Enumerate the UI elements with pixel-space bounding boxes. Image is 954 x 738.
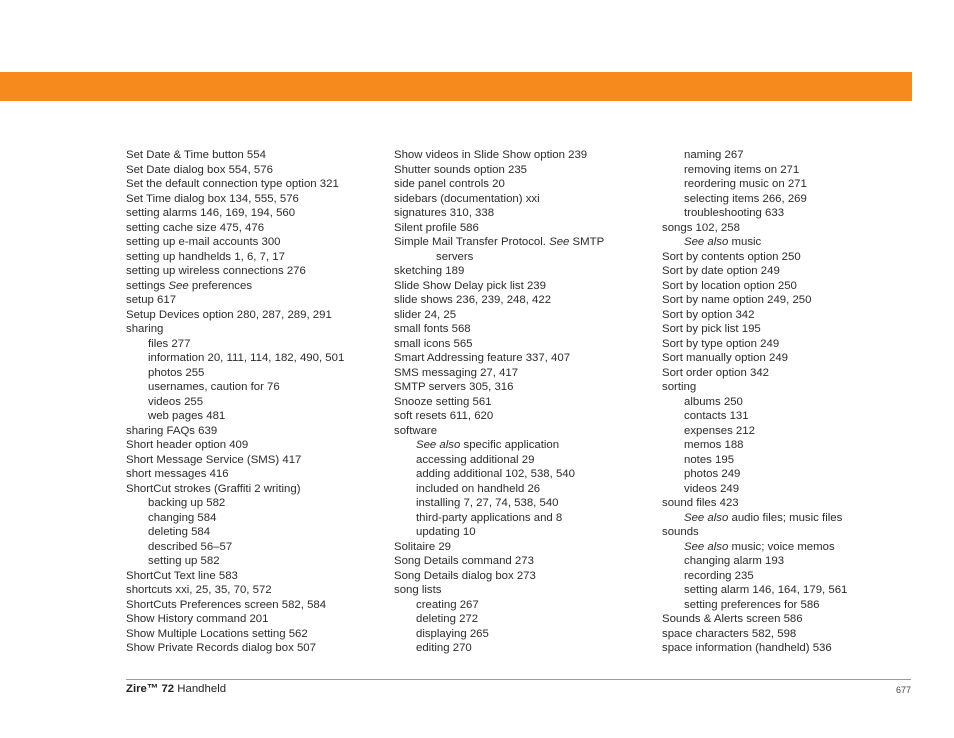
entry-text: videos 255	[148, 395, 204, 408]
entry-text: audio files; music files	[728, 511, 843, 524]
index-entry	[126, 322, 388, 337]
entry-text: sharing	[126, 323, 164, 335]
entry-text: songs 102, 258	[662, 221, 740, 234]
page-number: 677	[895, 685, 911, 695]
product-suffix: Handheld	[174, 683, 227, 695]
entry-text: described 56–57	[148, 540, 233, 553]
see-reference: See	[168, 279, 189, 292]
index-entry	[126, 337, 388, 352]
entry-text: specific application	[460, 439, 560, 451]
index-entry	[126, 366, 388, 381]
index-entry	[394, 641, 656, 656]
entry-text: setting up wireless connections 276	[126, 265, 306, 277]
index-entry	[662, 424, 924, 439]
index-entry	[394, 264, 656, 279]
index-entry	[394, 409, 656, 424]
entry-text: Solitaire 29	[394, 540, 451, 553]
entry-text: servers	[436, 250, 474, 263]
index-entry	[394, 583, 656, 598]
entry-text: setting alarms 146, 169, 194, 560	[126, 207, 296, 219]
index-entry	[394, 496, 656, 511]
index-entry	[126, 177, 388, 192]
index-entry	[662, 293, 924, 308]
index-entry	[662, 612, 924, 627]
entry-text: backing up 582	[148, 497, 226, 509]
index-entry	[662, 409, 924, 424]
index-entry	[126, 482, 388, 497]
entry-text: removing items on 271	[684, 163, 800, 176]
index-entry	[394, 395, 656, 410]
entry-text: Short Message Service (SMS) 417	[126, 453, 302, 466]
index-entry	[662, 322, 924, 337]
entry-text: information 20, 111, 114, 182, 490, 501	[148, 352, 345, 364]
index-entry	[394, 525, 656, 540]
entry-text: Sort by location option 250	[662, 279, 797, 292]
entry-text: side panel controls 20	[394, 178, 505, 190]
entry-text: ShortCut strokes (Graffiti 2 writing)	[126, 482, 301, 495]
index-entry	[662, 351, 924, 366]
entry-text: contacts 131	[684, 410, 749, 422]
index-entry	[126, 148, 388, 163]
entry-text: Snooze setting 561	[394, 395, 492, 408]
entry-text: editing 270	[416, 642, 472, 654]
entry-text: deleting 584	[148, 526, 211, 538]
index-entry	[126, 453, 388, 468]
index-entry	[126, 467, 388, 482]
entry-text: naming 267	[684, 149, 744, 161]
entry-text: deleting 272	[416, 613, 479, 625]
entry-text: Show Private Records dialog box 507	[126, 642, 316, 654]
index-entry	[662, 453, 924, 468]
entry-text: Sort by contents option 250	[662, 250, 801, 263]
entry-text: Setup Devices option 280, 287, 289, 291	[126, 308, 332, 321]
index-entry	[126, 192, 388, 207]
index-entry	[394, 380, 656, 395]
entry-text: setting up handhelds 1, 6, 7, 17	[126, 250, 285, 263]
index-entry	[662, 206, 924, 221]
entry-text: SMTP servers 305, 316	[394, 381, 514, 393]
index-entry	[662, 148, 924, 163]
entry-text: albums 250	[684, 395, 743, 408]
index-entry	[662, 525, 924, 540]
index-entry	[394, 308, 656, 323]
index-entry	[126, 540, 388, 555]
index-column-2	[394, 148, 656, 656]
see-reference: See	[549, 236, 570, 248]
entry-text: displaying 265	[416, 627, 489, 640]
index-entry	[662, 482, 924, 497]
entry-text: preferences	[188, 279, 253, 292]
index-entry	[662, 467, 924, 482]
entry-text: included on handheld 26	[416, 482, 541, 495]
entry-text: notes 195	[684, 453, 735, 466]
index-entry	[126, 583, 388, 598]
entry-text: space information (handheld) 536	[662, 642, 832, 654]
see-reference: See also	[684, 511, 729, 524]
entry-text: Set Time dialog box 134, 555, 576	[126, 192, 299, 205]
index-entry	[126, 221, 388, 236]
index-entry	[662, 163, 924, 178]
entry-text: Sort by name option 249, 250	[662, 294, 812, 306]
index-entry	[662, 192, 924, 207]
index-entry	[126, 627, 388, 642]
entry-text: recording 235	[684, 569, 754, 582]
index-entry	[126, 409, 388, 424]
index-entry	[662, 264, 924, 279]
index-entry	[126, 569, 388, 584]
entry-text: Set the default connection type option 321	[126, 178, 339, 190]
entry-text: files 277	[148, 337, 191, 350]
entry-text: Show Multiple Locations setting 562	[126, 627, 308, 640]
index-entry	[126, 380, 388, 395]
see-reference: See also	[416, 439, 461, 451]
index-entry	[662, 569, 924, 584]
index-entry	[662, 308, 924, 323]
index-entry	[394, 554, 656, 569]
index-entry	[126, 264, 388, 279]
entry-text: SMS messaging 27, 417	[394, 366, 519, 379]
index-entry	[662, 177, 924, 192]
entry-text: Sort by pick list 195	[662, 323, 761, 335]
entry-text: Shutter sounds option 235	[394, 163, 527, 176]
index-entry	[662, 598, 924, 613]
entry-text: adding additional 102, 538, 540	[416, 468, 575, 480]
entry-text: selecting items 266, 269	[684, 192, 807, 205]
entry-text: setting alarm 146, 164, 179, 561	[684, 584, 848, 596]
index-entry	[126, 424, 388, 439]
index-entry	[126, 554, 388, 569]
index-entry	[394, 540, 656, 555]
index-entry	[126, 206, 388, 221]
index-entry	[394, 467, 656, 482]
index-entry	[394, 337, 656, 352]
index-entry	[662, 380, 924, 395]
index-entry	[126, 612, 388, 627]
footer-rule	[126, 679, 911, 680]
index-entry	[394, 569, 656, 584]
index-entry	[394, 598, 656, 613]
entry-text: photos 255	[148, 366, 205, 379]
index-entry	[394, 206, 656, 221]
index-entry	[662, 221, 924, 236]
entry-text: small icons 565	[394, 337, 473, 350]
entry-text: Show History command 201	[126, 613, 269, 625]
entry-text: web pages 481	[148, 410, 226, 422]
index-entry	[126, 641, 388, 656]
entry-text: sounds	[662, 526, 699, 538]
index-entry	[662, 337, 924, 352]
entry-text: updating 10	[416, 526, 476, 538]
index-entry	[662, 583, 924, 598]
index-entry	[126, 438, 388, 453]
entry-text: accessing additional 29	[416, 453, 535, 466]
entry-text: Silent profile 586	[394, 221, 479, 234]
index-entry	[394, 221, 656, 236]
entry-text: ShortCuts Preferences screen 582, 584	[126, 598, 327, 611]
index-entry	[394, 351, 656, 366]
index-column-3	[662, 148, 924, 656]
entry-text: Set Date dialog box 554, 576	[126, 163, 273, 176]
index-entry	[126, 250, 388, 265]
entry-text: slider 24, 25	[394, 308, 457, 321]
index-entry	[394, 192, 656, 207]
entry-text: setting preferences for 586	[684, 598, 820, 611]
entry-text: third-party applications and 8	[416, 511, 563, 524]
index-entry	[662, 438, 924, 453]
entry-text: Sort manually option 249	[662, 352, 789, 364]
entry-text: soft resets 611, 620	[394, 410, 494, 422]
index-entry	[662, 366, 924, 381]
entry-prefix: settings	[126, 279, 169, 292]
entry-text: setup 617	[126, 294, 177, 306]
index-entry	[394, 438, 656, 453]
index-entry	[394, 612, 656, 627]
entry-prefix: Simple Mail Transfer Protocol.	[394, 236, 550, 248]
index-entry	[662, 554, 924, 569]
entry-text: usernames, caution for 76	[148, 381, 280, 393]
entry-text: SMTP	[569, 236, 605, 248]
entry-text: Sounds & Alerts screen 586	[662, 613, 803, 625]
entry-text: creating 267	[416, 598, 479, 611]
index-entry	[394, 148, 656, 163]
index-entry	[126, 279, 388, 294]
entry-text: Song Details dialog box 273	[394, 569, 536, 582]
entry-text: Sort order option 342	[662, 366, 770, 379]
entry-text: videos 249	[684, 482, 740, 495]
index-entry	[126, 598, 388, 613]
index-entry	[394, 482, 656, 497]
index-entry	[394, 163, 656, 178]
index-entry	[126, 351, 388, 366]
entry-text: memos 188	[684, 439, 744, 451]
index-entry	[394, 627, 656, 642]
see-reference: See also	[684, 540, 729, 553]
see-reference: See also	[684, 236, 729, 248]
entry-text: sound files 423	[662, 497, 739, 509]
index-entry	[394, 453, 656, 468]
entry-text: Smart Addressing feature 337, 407	[394, 352, 571, 364]
entry-text: Song Details command 273	[394, 555, 534, 567]
index-entry	[662, 627, 924, 642]
index-entry	[662, 511, 924, 526]
index-entry	[394, 279, 656, 294]
entry-text: space characters 582, 598	[662, 627, 797, 640]
entry-text: sidebars (documentation) xxi	[394, 192, 540, 205]
index-entry	[394, 177, 656, 192]
entry-text: expenses 212	[684, 424, 755, 437]
entry-text: Sort by option 342	[662, 308, 755, 321]
index-entry	[126, 525, 388, 540]
entry-text: troubleshooting 633	[684, 207, 785, 219]
entry-text: ShortCut Text line 583	[126, 569, 238, 582]
entry-text: slide shows 236, 239, 248, 422	[394, 294, 552, 306]
entry-text: music; voice memos	[728, 540, 835, 553]
index-entry	[394, 511, 656, 526]
entry-text: installing 7, 27, 74, 538, 540	[416, 497, 559, 509]
entry-text: setting cache size 475, 476	[126, 221, 265, 234]
footer-title	[126, 683, 226, 695]
index-entry	[394, 235, 656, 250]
entry-text: software	[394, 424, 438, 437]
entry-text: signatures 310, 338	[394, 207, 495, 219]
entry-text: sorting	[662, 381, 697, 393]
index-entry	[126, 235, 388, 250]
entry-text: short messages 416	[126, 468, 229, 480]
entry-text: changing alarm 193	[684, 555, 785, 567]
index-entry	[126, 496, 388, 511]
index-entry	[662, 395, 924, 410]
entry-text: setting up 582	[148, 555, 220, 567]
entry-text: changing 584	[148, 511, 217, 524]
entry-text: Set Date & Time button 554	[126, 149, 266, 161]
header-band	[0, 72, 912, 101]
entry-text: sharing FAQs 639	[126, 424, 218, 437]
entry-text: Show videos in Slide Show option 239	[394, 149, 588, 161]
entry-text: Sort by date option 249	[662, 265, 780, 277]
index-entry	[662, 641, 924, 656]
index-entry	[394, 366, 656, 381]
index-entry	[662, 279, 924, 294]
index-entry	[394, 293, 656, 308]
entry-text: Short header option 409	[126, 439, 249, 451]
product-name: Zire™ 72	[126, 683, 175, 695]
index-entry	[126, 163, 388, 178]
index-entry	[126, 395, 388, 410]
index-entry	[394, 424, 656, 439]
entry-text: shortcuts xxi, 25, 35, 70, 572	[126, 584, 272, 596]
entry-text: Slide Show Delay pick list 239	[394, 279, 546, 292]
index-entry	[126, 293, 388, 308]
entry-text: Sort by type option 249	[662, 337, 780, 350]
entry-text: reordering music on 271	[684, 178, 807, 190]
entry-text: song lists	[394, 584, 442, 596]
entry-text: photos 249	[684, 468, 741, 480]
entry-text: sketching 189	[394, 265, 465, 277]
entry-text: music	[728, 236, 762, 248]
index-entry	[126, 308, 388, 323]
index-column-1	[126, 148, 388, 656]
index-entry	[394, 322, 656, 337]
index-entry	[394, 250, 656, 265]
index-entry	[662, 235, 924, 250]
entry-text: setting up e-mail accounts 300	[126, 236, 281, 248]
index-entry	[126, 511, 388, 526]
index-entry	[662, 496, 924, 511]
entry-text: small fonts 568	[394, 323, 471, 335]
index-entry	[662, 250, 924, 265]
index-entry	[662, 540, 924, 555]
